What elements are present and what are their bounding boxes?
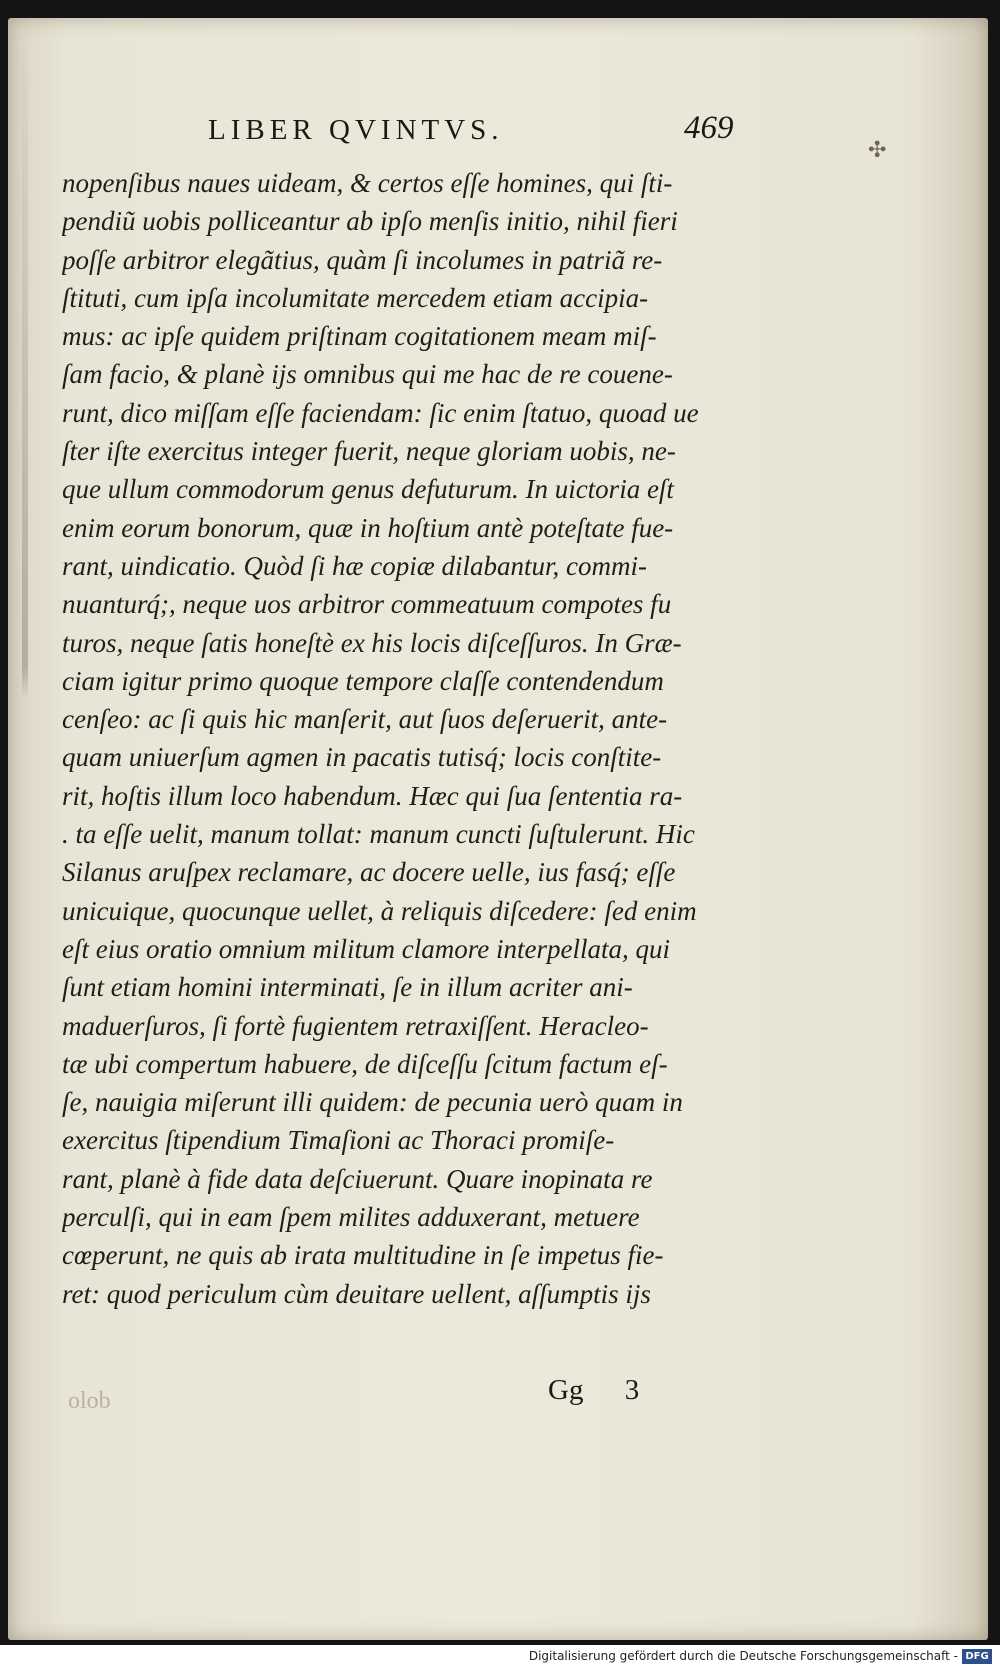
text-line: pendiũ uobis polliceantur ab ipſo menſis initio, nihil fieri bbox=[62, 206, 678, 237]
page-edge-shading bbox=[22, 18, 28, 1640]
text-line: unicuique, quocunque uellet, à reliquis diſcedere: ſed enim bbox=[62, 895, 697, 926]
bleed-through-text: olob bbox=[68, 1388, 111, 1414]
text-line: perculſi, qui in eam ſpem milites adduxerant, metuere bbox=[62, 1202, 640, 1233]
text-line: rant, planè à fide data deſciuerunt. Quare inopinata re bbox=[62, 1163, 653, 1194]
text-line: runt, dico miſſam eſſe faciendam: ſic enim ſtatuo, quoad ue bbox=[62, 397, 699, 428]
body-text bbox=[62, 164, 762, 1313]
margin-ornament-icon: ✣ bbox=[868, 138, 887, 163]
running-head bbox=[8, 110, 988, 150]
text-line: poſſe arbitror elegãtius, quàm ſi incolumes in patriã re- bbox=[62, 244, 663, 275]
text-line: tæ ubi compertum habuere, de diſceſſu ſcitum factum eſ- bbox=[62, 1048, 668, 1079]
text-line: Silanus aruſpex reclamare, ac docere uelle, ius fasq́; eſſe bbox=[62, 857, 676, 888]
text-line: ret: quod periculum cùm deuitare uellent, aſſumptis iјs bbox=[62, 1278, 651, 1309]
attribution-bar bbox=[0, 1645, 1000, 1669]
text-line: ciam igitur primo quoque tempore claſſe contendendum bbox=[62, 665, 664, 696]
text-line: rit, hoſtis illum loco habendum. Hæc qui ſua ſententia ra- bbox=[62, 780, 683, 811]
text-line: nopenſibus naues uideam, & certos eſſe homines, qui ſti- bbox=[62, 168, 673, 198]
text-line: exercitus ſtipendium Timaſioni ac Thoraci promiſe- bbox=[62, 1125, 615, 1156]
page-number: 469 bbox=[684, 110, 734, 146]
text-line: cenſeo: ac ſi quis hic manſerit, aut ſuos deſeruerit, ante- bbox=[62, 704, 668, 735]
text-line: turos, neque ſatis honeſtè ex his locis diſceſſuros. In Græ- bbox=[62, 627, 682, 658]
text-line: nuanturq́;, neque uos arbitror commeatuum compotes fu bbox=[62, 589, 672, 620]
dfg-logo-icon: DFG bbox=[962, 1649, 992, 1664]
attribution-text: Digitalisierung gefördert durch die Deutsche Forschungsgemeinschaft - bbox=[528, 1649, 958, 1663]
text-line: ſtituti, cum ipſa incolumitate mercedem etiam accipia- bbox=[62, 282, 649, 313]
text-line: enim eorum bonorum, quæ in hoſtium antè poteſtate fue- bbox=[62, 512, 674, 543]
running-head-title: LIBER QVINTVS. bbox=[208, 114, 504, 146]
text-line: maduerſuros, ſi fortè fugientem retraxiſſent. Heracleo- bbox=[62, 1010, 649, 1041]
text-line: ſam facio, & planè iјs omnibus qui me hac de re couene- bbox=[62, 359, 673, 390]
text-line: eſt eius oratio omnium militum clamore interpellata, qui bbox=[62, 933, 670, 964]
text-line: . ta eſſe uelit, manum tollat: manum cuncti ſuſtulerunt. Hic bbox=[62, 819, 695, 850]
text-line: ſe, nauigia miſerunt illi quidem: de pecunia uerò quam in bbox=[62, 1087, 683, 1118]
text-line: que ullum commodorum genus defuturum. In uictoria eſt bbox=[62, 474, 674, 505]
text-line: cœperunt, ne quis ab irata multitudine in ſe impetus fie- bbox=[62, 1240, 664, 1271]
signature-number: 3 bbox=[624, 1374, 640, 1406]
book-page bbox=[8, 18, 988, 1640]
text-line: mus: ac ipſe quidem priſtinam cogitationem meam miſ- bbox=[62, 321, 657, 352]
text-line: ſter iſte exercitus integer fuerit, neque gloriam uobis, ne- bbox=[62, 436, 676, 467]
signature-mark bbox=[548, 1374, 639, 1407]
text-line: ſunt etiam homini interminati, ſe in illum acriter ani- bbox=[62, 972, 633, 1003]
signature-letters: Gg bbox=[548, 1374, 584, 1406]
text-line: quam uniuerſum agmen in pacatis tutisq́; locis conſtite- bbox=[62, 742, 662, 773]
text-line: rant, uindicatio. Quòd ſi hæ copiæ dilabantur, commi- bbox=[62, 550, 647, 581]
